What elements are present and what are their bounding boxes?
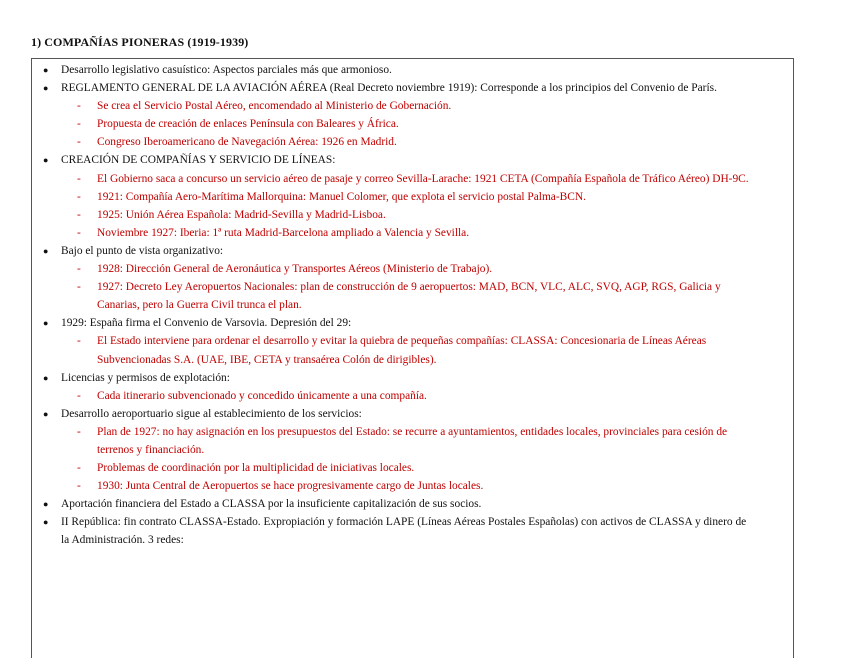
list-item-text: 1930: Junta Central de Aeropuertos se hace progresivamente cargo de Juntas locales. <box>97 480 484 493</box>
list-item-text: Bajo el punto de vista organizativo: <box>61 244 224 257</box>
bullet-icon: ● <box>43 408 49 419</box>
list-item-text: Desarrollo legislativo casuístico: Aspectos parciales más que armonioso. <box>61 64 392 76</box>
list-item <box>32 405 793 423</box>
section-heading: 1) COMPAÑÍAS PIONERAS (1919-1939) <box>31 35 249 49</box>
bullet-icon: ● <box>43 372 49 383</box>
bullet-icon: ● <box>43 65 49 75</box>
list-item <box>32 332 793 350</box>
dash-icon: - <box>77 263 81 276</box>
list-item-text: Plan de 1927: no hay asignación en los presupuestos del Estado: se recurre a ayuntamientos, entidades locales, provinciales para cesión de <box>97 425 728 438</box>
list-item-text: CREACIÓN DE COMPAÑÍAS Y SERVICIO DE LÍNEAS: <box>61 154 336 167</box>
list-item <box>32 79 793 97</box>
list-item <box>32 61 793 79</box>
list-item-text: El Gobierno saca a concurso un servicio aéreo de pasaje y correo Sevilla-Larache: 1921 CETA (Compañía Española de Tráfico Aéreo) DH-9C. <box>97 172 749 185</box>
list-item <box>32 459 793 477</box>
list-item-text: 1927: Decreto Ley Aeropuertos Nacionales: plan de construcción de 9 aeropuertos: MAD, BCN, VLC, ALC, SVQ, AGP, RGS, Galicia y <box>97 281 721 294</box>
list-item <box>32 296 793 314</box>
list-item-text: 1929: España firma el Convenio de Varsovia. Depresión del 29: <box>61 317 352 330</box>
dash-icon: - <box>77 172 81 185</box>
list-item <box>32 387 793 405</box>
content-box <box>31 58 794 658</box>
list-item <box>32 224 793 242</box>
dash-icon: - <box>77 425 81 438</box>
list-item <box>32 495 793 513</box>
list-item <box>32 314 793 332</box>
list-item <box>32 531 793 549</box>
dash-icon: - <box>77 136 81 149</box>
list-item-text: Canarias, pero la Guerra Civil trunca el plan. <box>97 299 302 312</box>
list-item <box>32 441 793 459</box>
list-item-text: Problemas de coordinación por la multiplicidad de iniciativas locales. <box>97 462 415 475</box>
list-item <box>32 151 793 169</box>
dash-icon: - <box>77 480 81 493</box>
list-item-text: 1928: Dirección General de Aeronáutica y Transportes Aéreos (Ministerio de Trabajo). <box>97 263 493 276</box>
list-item <box>32 423 793 441</box>
bullet-icon: ● <box>43 245 49 256</box>
dash-icon: - <box>77 281 81 294</box>
dash-icon: - <box>77 100 81 113</box>
bullet-list <box>32 61 793 550</box>
list-item <box>32 278 793 296</box>
list-item-text: Licencias y permisos de explotación: <box>61 371 230 384</box>
dash-icon: - <box>77 208 81 221</box>
dash-icon: - <box>77 335 81 348</box>
list-item-text: la Administración. 3 redes: <box>61 534 184 547</box>
list-item <box>32 351 793 369</box>
list-item <box>32 115 793 133</box>
bullet-icon: ● <box>43 499 49 510</box>
list-item <box>32 513 793 531</box>
bullet-icon: ● <box>43 83 49 94</box>
bullet-icon: ● <box>43 318 49 329</box>
list-item-text: Propuesta de creación de enlaces Península con Baleares y África. <box>97 118 399 131</box>
list-item <box>32 369 793 387</box>
list-item-text: Aportación financiera del Estado a CLASSA por la insuficiente capitalización de sus socios. <box>61 498 482 511</box>
list-item-text: Desarrollo aeroportuario sigue al establecimiento de los servicios: <box>61 407 362 420</box>
list-item <box>32 242 793 260</box>
list-item <box>32 133 793 151</box>
dash-icon: - <box>77 462 81 475</box>
list-item-text: terrenos y financiación. <box>97 443 205 456</box>
list-item-text: Congreso Iberoamericano de Navegación Aérea: 1926 en Madrid. <box>97 136 397 149</box>
list-item-text: REGLAMENTO GENERAL DE LA AVIACIÓN AÉREA (Real Decreto noviembre 1919): Corresponde a los principios del Convenio de París. <box>61 82 717 95</box>
list-item-text: El Estado interviene para ordenar el desarrollo y evitar la quiebra de pequeñas compañías: CLASSA: Concesionaria de Líneas Aéreas <box>97 335 707 348</box>
list-item-text: Se crea el Servicio Postal Aéreo, encomendado al Ministerio de Gobernación. <box>97 100 452 113</box>
list-item-text: 1921: Compañía Aero-Marítima Mallorquina: Manuel Colomer, que explota el servicio postal Palma-BCN. <box>97 190 586 203</box>
list-item <box>32 477 793 495</box>
list-item <box>32 97 793 115</box>
list-item-text: Cada itinerario subvencionado y concedido únicamente a una compañía. <box>97 389 427 402</box>
list-item <box>32 188 793 206</box>
dash-icon: - <box>77 389 81 402</box>
list-item-text: Subvencionadas S.A. (UAE, IBE, CETA y transaérea Colón de dirigibles). <box>97 353 437 366</box>
list-item-text: 1925: Unión Aérea Española: Madrid-Sevilla y Madrid-Lisboa. <box>97 208 386 221</box>
list-item-text: II República: fin contrato CLASSA-Estado. Expropiación y formación LAPE (Líneas Aéreas Postales Españolas) con activos de CLASSA y dinero de <box>61 516 747 529</box>
dash-icon: - <box>77 190 81 203</box>
list-item <box>32 170 793 188</box>
dash-icon: - <box>77 118 81 131</box>
bullet-icon: ● <box>43 517 49 528</box>
dash-icon: - <box>77 226 81 239</box>
list-item-text: Noviembre 1927: Iberia: 1ª ruta Madrid-Barcelona ampliado a Valencia y Sevilla. <box>97 226 470 239</box>
list-item <box>32 260 793 278</box>
bullet-icon: ● <box>43 155 49 166</box>
list-item <box>32 206 793 224</box>
